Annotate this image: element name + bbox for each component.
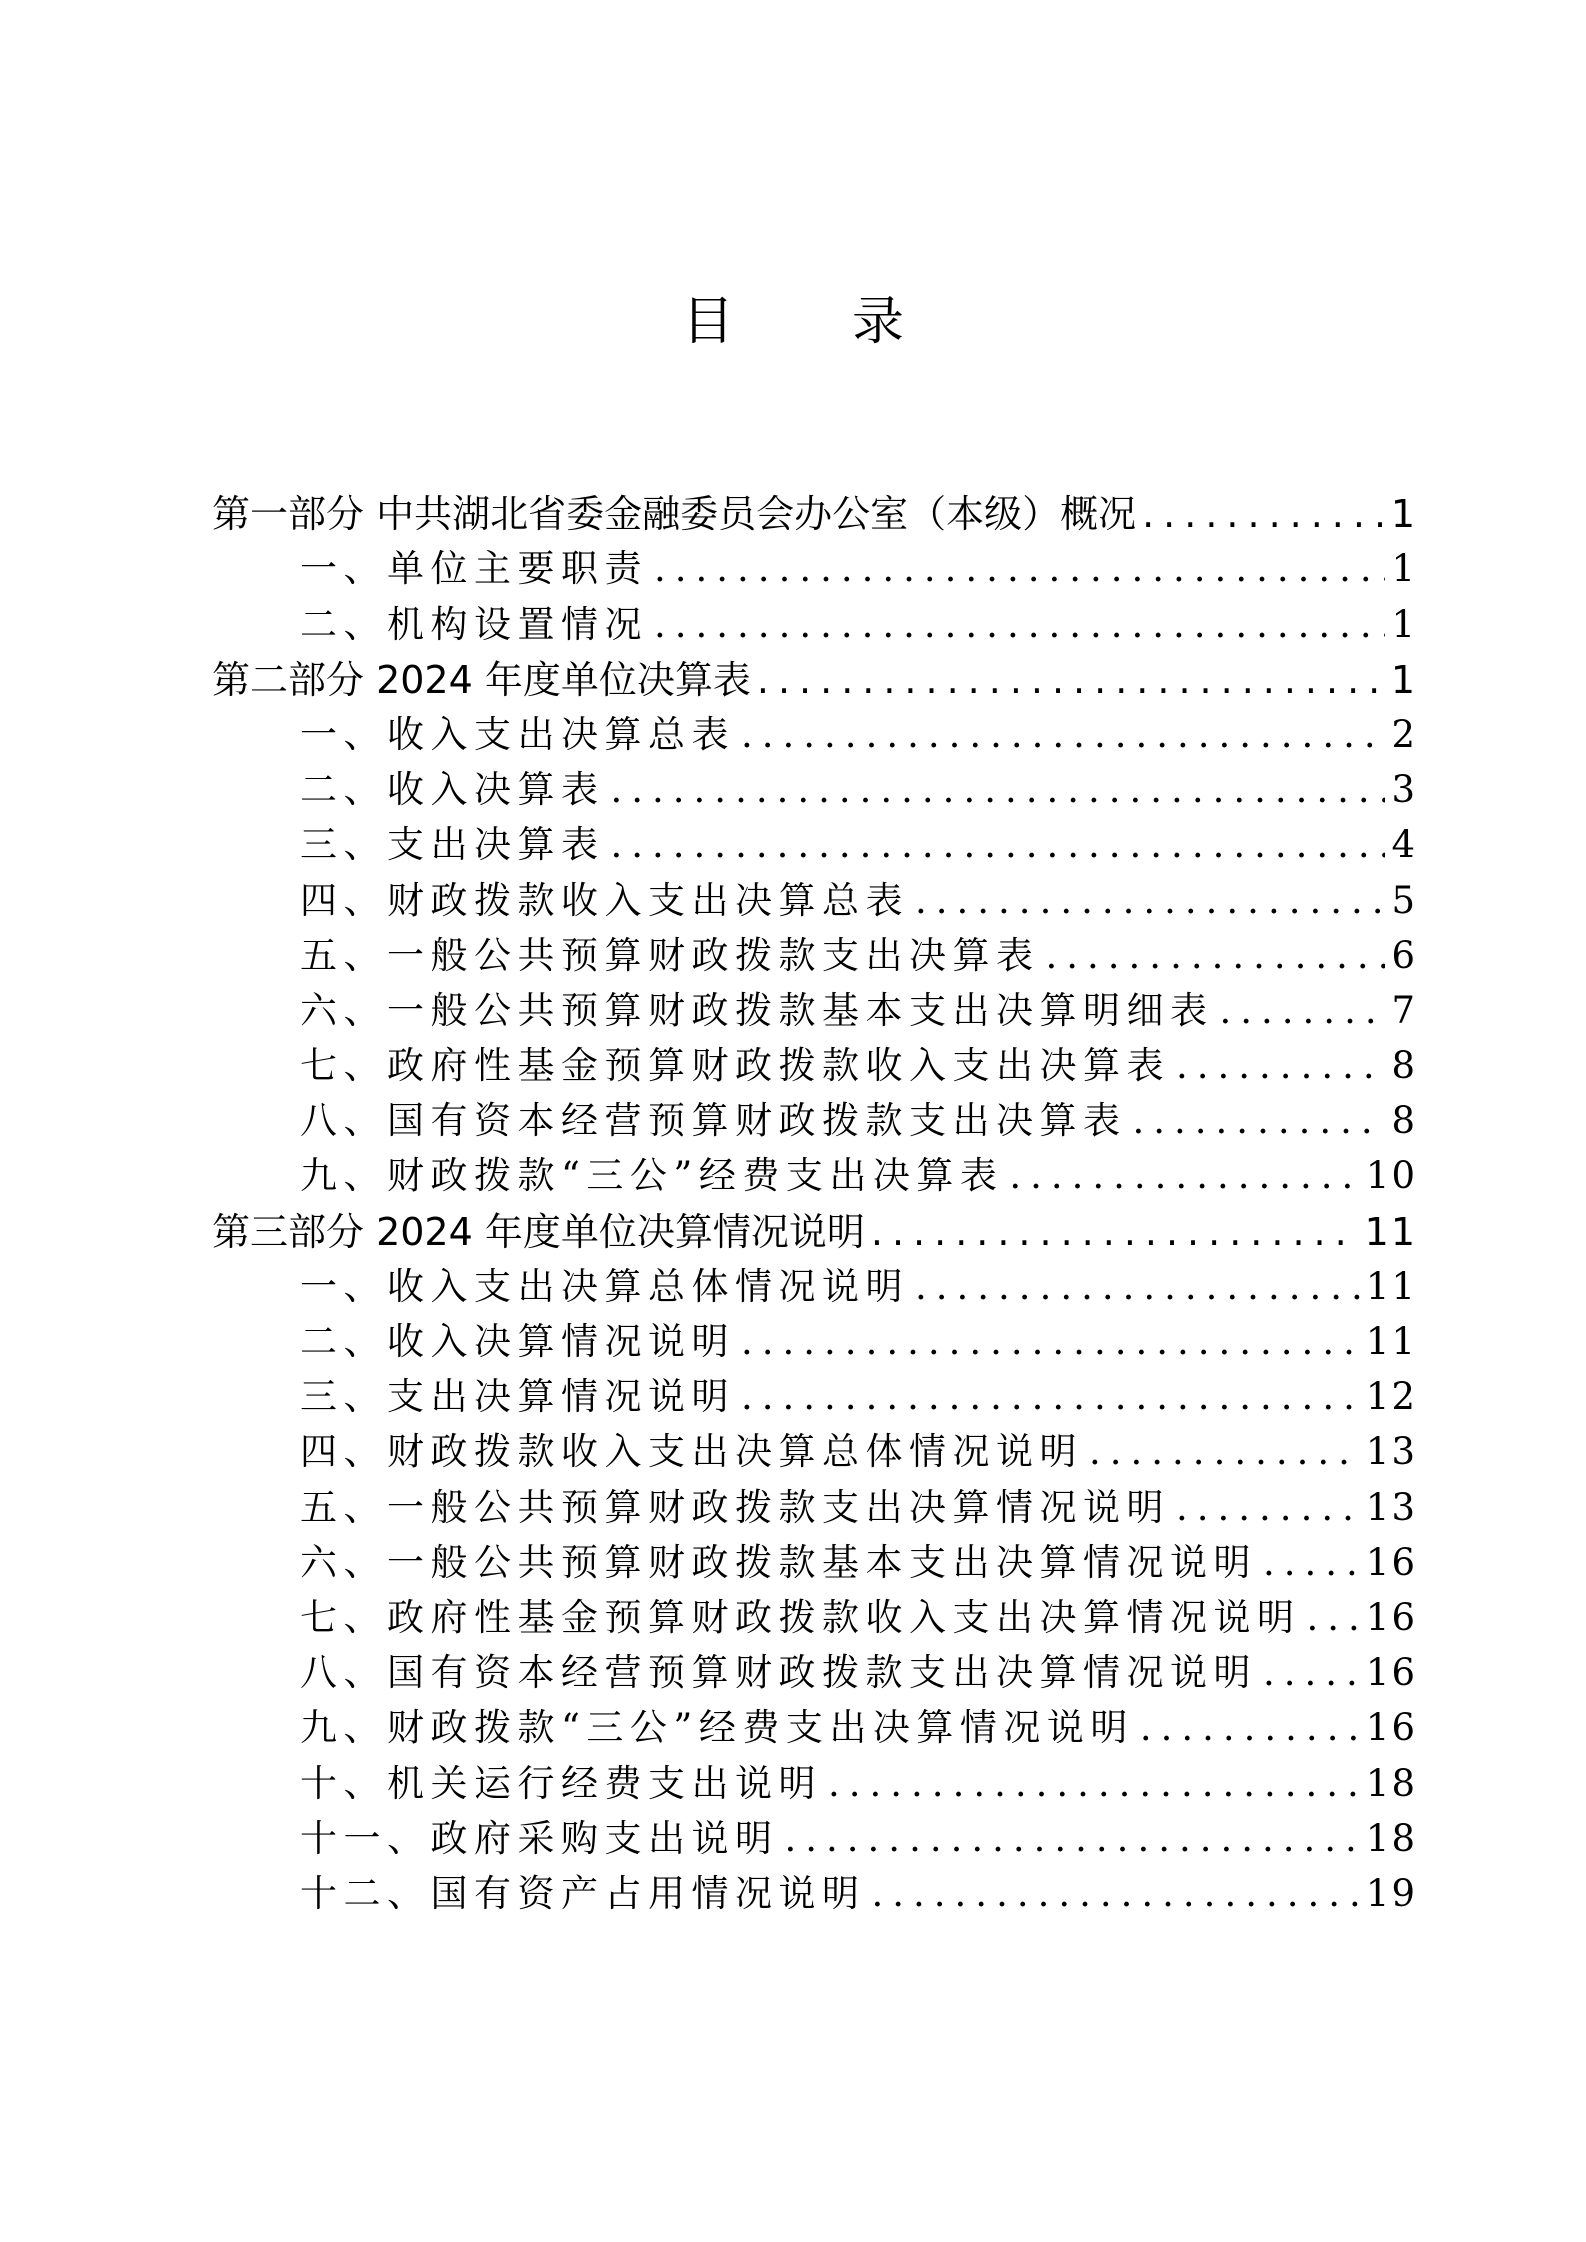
- toc-entry-label: 八、国有资本经营预算财政拨款支出决算情况说明: [300, 1651, 1257, 1695]
- toc-page-number: 3: [1391, 768, 1417, 812]
- toc-entry-label: 八、国有资本经营预算财政拨款支出决算表: [300, 1099, 1127, 1143]
- toc-section-entry[interactable]: [212, 1587, 1417, 1642]
- toc-dot-leader: [751, 656, 1385, 704]
- toc-dot-leader: [1170, 1484, 1360, 1532]
- toc-entry-label: 三、支出决算情况说明: [300, 1375, 735, 1419]
- toc-section-entry[interactable]: [212, 1421, 1417, 1476]
- toc-dot-leader: [735, 1373, 1360, 1421]
- toc-dot-leader: [1040, 932, 1386, 980]
- toc-entry-label: 七、政府性基金预算财政拨款收入支出决算表: [300, 1044, 1170, 1088]
- toc-section-entry[interactable]: [212, 925, 1417, 980]
- toc-dot-leader: [1127, 1097, 1386, 1145]
- toc-dot-leader: [1214, 987, 1386, 1035]
- toc-page-number: 12: [1365, 1375, 1417, 1419]
- toc-part-entry[interactable]: [212, 649, 1417, 704]
- toc-entry-label: 四、财政拨款收入支出决算总表: [300, 878, 909, 922]
- toc-page-number: 11: [1365, 1264, 1417, 1308]
- toc-dot-leader: [822, 1760, 1360, 1808]
- toc-page-number: 2: [1391, 712, 1417, 756]
- toc-page-number: 18: [1365, 1761, 1417, 1805]
- toc-part-entry[interactable]: [212, 483, 1417, 538]
- toc-dot-leader: [1136, 490, 1385, 538]
- toc-section-entry[interactable]: [212, 1366, 1417, 1421]
- toc-dot-leader: [909, 877, 1385, 925]
- toc-dot-leader: [909, 1263, 1360, 1311]
- toc-dot-leader: [1170, 1042, 1385, 1090]
- toc-page-number: 10: [1365, 1154, 1417, 1198]
- toc-section-entry[interactable]: [212, 1532, 1417, 1587]
- toc-section-entry[interactable]: [212, 1863, 1417, 1918]
- toc-entry-label: 二、收入决算情况说明: [300, 1320, 735, 1363]
- toc-dot-leader: [1257, 1539, 1360, 1587]
- toc-entry-label: 二、收入决算表: [300, 768, 605, 812]
- toc-section-entry[interactable]: [212, 1752, 1417, 1807]
- toc-section-entry[interactable]: [212, 1697, 1417, 1752]
- toc-dot-leader: [1083, 1428, 1360, 1476]
- toc-page-number: 6: [1391, 933, 1417, 977]
- toc-section-entry[interactable]: [212, 1145, 1417, 1200]
- toc-section-entry[interactable]: [212, 1476, 1417, 1531]
- toc-entry-label: 三、支出决算表: [300, 823, 605, 867]
- toc-entry-label: 一、收入支出决算总体情况说明: [300, 1264, 909, 1308]
- toc-page-number: 11: [1365, 1320, 1417, 1363]
- toc-entry-label: 九、财政拨款“三公”经费支出决算情况说明: [300, 1706, 1134, 1750]
- toc-dot-leader: [865, 1208, 1359, 1256]
- toc-dot-leader: [605, 821, 1386, 869]
- toc-page-number: 5: [1391, 878, 1417, 922]
- toc-dot-leader: [779, 1815, 1360, 1863]
- toc-section-entry[interactable]: [212, 593, 1417, 648]
- toc-dot-leader: [1003, 1152, 1360, 1200]
- toc-entry-label: 十二、国有资产占用情况说明: [300, 1871, 866, 1915]
- toc-section-entry[interactable]: [212, 759, 1417, 814]
- toc-page-number: 1: [1391, 602, 1417, 646]
- toc-dot-leader: [1301, 1594, 1360, 1642]
- toc-page-number: 8: [1391, 1044, 1417, 1088]
- toc-page-number: 13: [1365, 1485, 1417, 1529]
- page-title-right: 录: [852, 292, 905, 352]
- toc-page-number: 1: [1391, 547, 1417, 591]
- toc-dot-leader: [648, 601, 1385, 649]
- toc-page-number: 18: [1365, 1816, 1417, 1860]
- toc-page-number: 1: [1390, 492, 1417, 537]
- toc-page-number: 19: [1365, 1871, 1417, 1915]
- toc-page-number: 4: [1391, 823, 1417, 867]
- toc-page-number: 7: [1391, 988, 1417, 1032]
- toc-entry-label: 九、财政拨款“三公”经费支出决算表: [300, 1154, 1004, 1198]
- table-of-contents: [212, 483, 1417, 1918]
- toc-page-number: 16: [1365, 1595, 1417, 1639]
- toc-entry-label: 第二部分 2024 年度单位决算表: [212, 657, 751, 702]
- toc-section-entry[interactable]: [212, 1642, 1417, 1697]
- toc-section-entry[interactable]: [212, 814, 1417, 869]
- toc-page-number: 8: [1391, 1099, 1417, 1143]
- toc-page-number: 16: [1365, 1651, 1417, 1695]
- toc-entry-label: 二、机构设置情况: [300, 602, 648, 646]
- toc-section-entry[interactable]: [212, 1311, 1417, 1366]
- toc-section-entry[interactable]: [212, 1090, 1417, 1145]
- toc-dot-leader: [1257, 1649, 1360, 1697]
- toc-entry-label: 十一、政府采购支出说明: [300, 1816, 779, 1860]
- toc-entry-label: 一、收入支出决算总表: [300, 712, 735, 756]
- toc-part-entry[interactable]: [212, 1200, 1417, 1255]
- toc-section-entry[interactable]: [212, 869, 1417, 924]
- toc-entry-label: 五、一般公共预算财政拨款支出决算情况说明: [300, 1485, 1170, 1529]
- toc-dot-leader: [1134, 1704, 1360, 1752]
- toc-entry-label: 六、一般公共预算财政拨款基本支出决算明细表: [300, 988, 1214, 1032]
- toc-dot-leader: [866, 1870, 1360, 1918]
- toc-section-entry[interactable]: [212, 980, 1417, 1035]
- toc-section-entry[interactable]: [212, 1808, 1417, 1863]
- toc-dot-leader: [605, 766, 1386, 814]
- toc-section-entry[interactable]: [212, 1035, 1417, 1090]
- toc-entry-label: 十、机关运行经费支出说明: [300, 1761, 822, 1805]
- toc-dot-leader: [735, 1318, 1360, 1366]
- toc-page-number: 13: [1365, 1430, 1417, 1474]
- page-title: [0, 290, 1586, 354]
- toc-dot-leader: [648, 545, 1385, 593]
- toc-page-number: 11: [1364, 1209, 1417, 1254]
- toc-entry-label: 一、单位主要职责: [300, 547, 648, 591]
- toc-section-entry[interactable]: [212, 538, 1417, 593]
- toc-entry-label: 六、一般公共预算财政拨款基本支出决算情况说明: [300, 1540, 1257, 1584]
- toc-page-number: 16: [1365, 1706, 1417, 1750]
- toc-section-entry[interactable]: [212, 1256, 1417, 1311]
- page-title-left: 目: [681, 292, 734, 352]
- toc-entry-label: 第一部分 中共湖北省委金融委员会办公室（本级）概况: [212, 492, 1137, 537]
- toc-entry-label: 七、政府性基金预算财政拨款收入支出决算情况说明: [300, 1595, 1301, 1639]
- toc-page-number: 1: [1390, 657, 1417, 702]
- toc-entry-label: 四、财政拨款收入支出决算总体情况说明: [300, 1430, 1083, 1474]
- toc-entry-label: 五、一般公共预算财政拨款支出决算表: [300, 933, 1040, 977]
- toc-section-entry[interactable]: [212, 704, 1417, 759]
- toc-dot-leader: [735, 711, 1385, 759]
- toc-entry-label: 第三部分 2024 年度单位决算情况说明: [212, 1209, 865, 1254]
- toc-page-number: 16: [1365, 1540, 1417, 1584]
